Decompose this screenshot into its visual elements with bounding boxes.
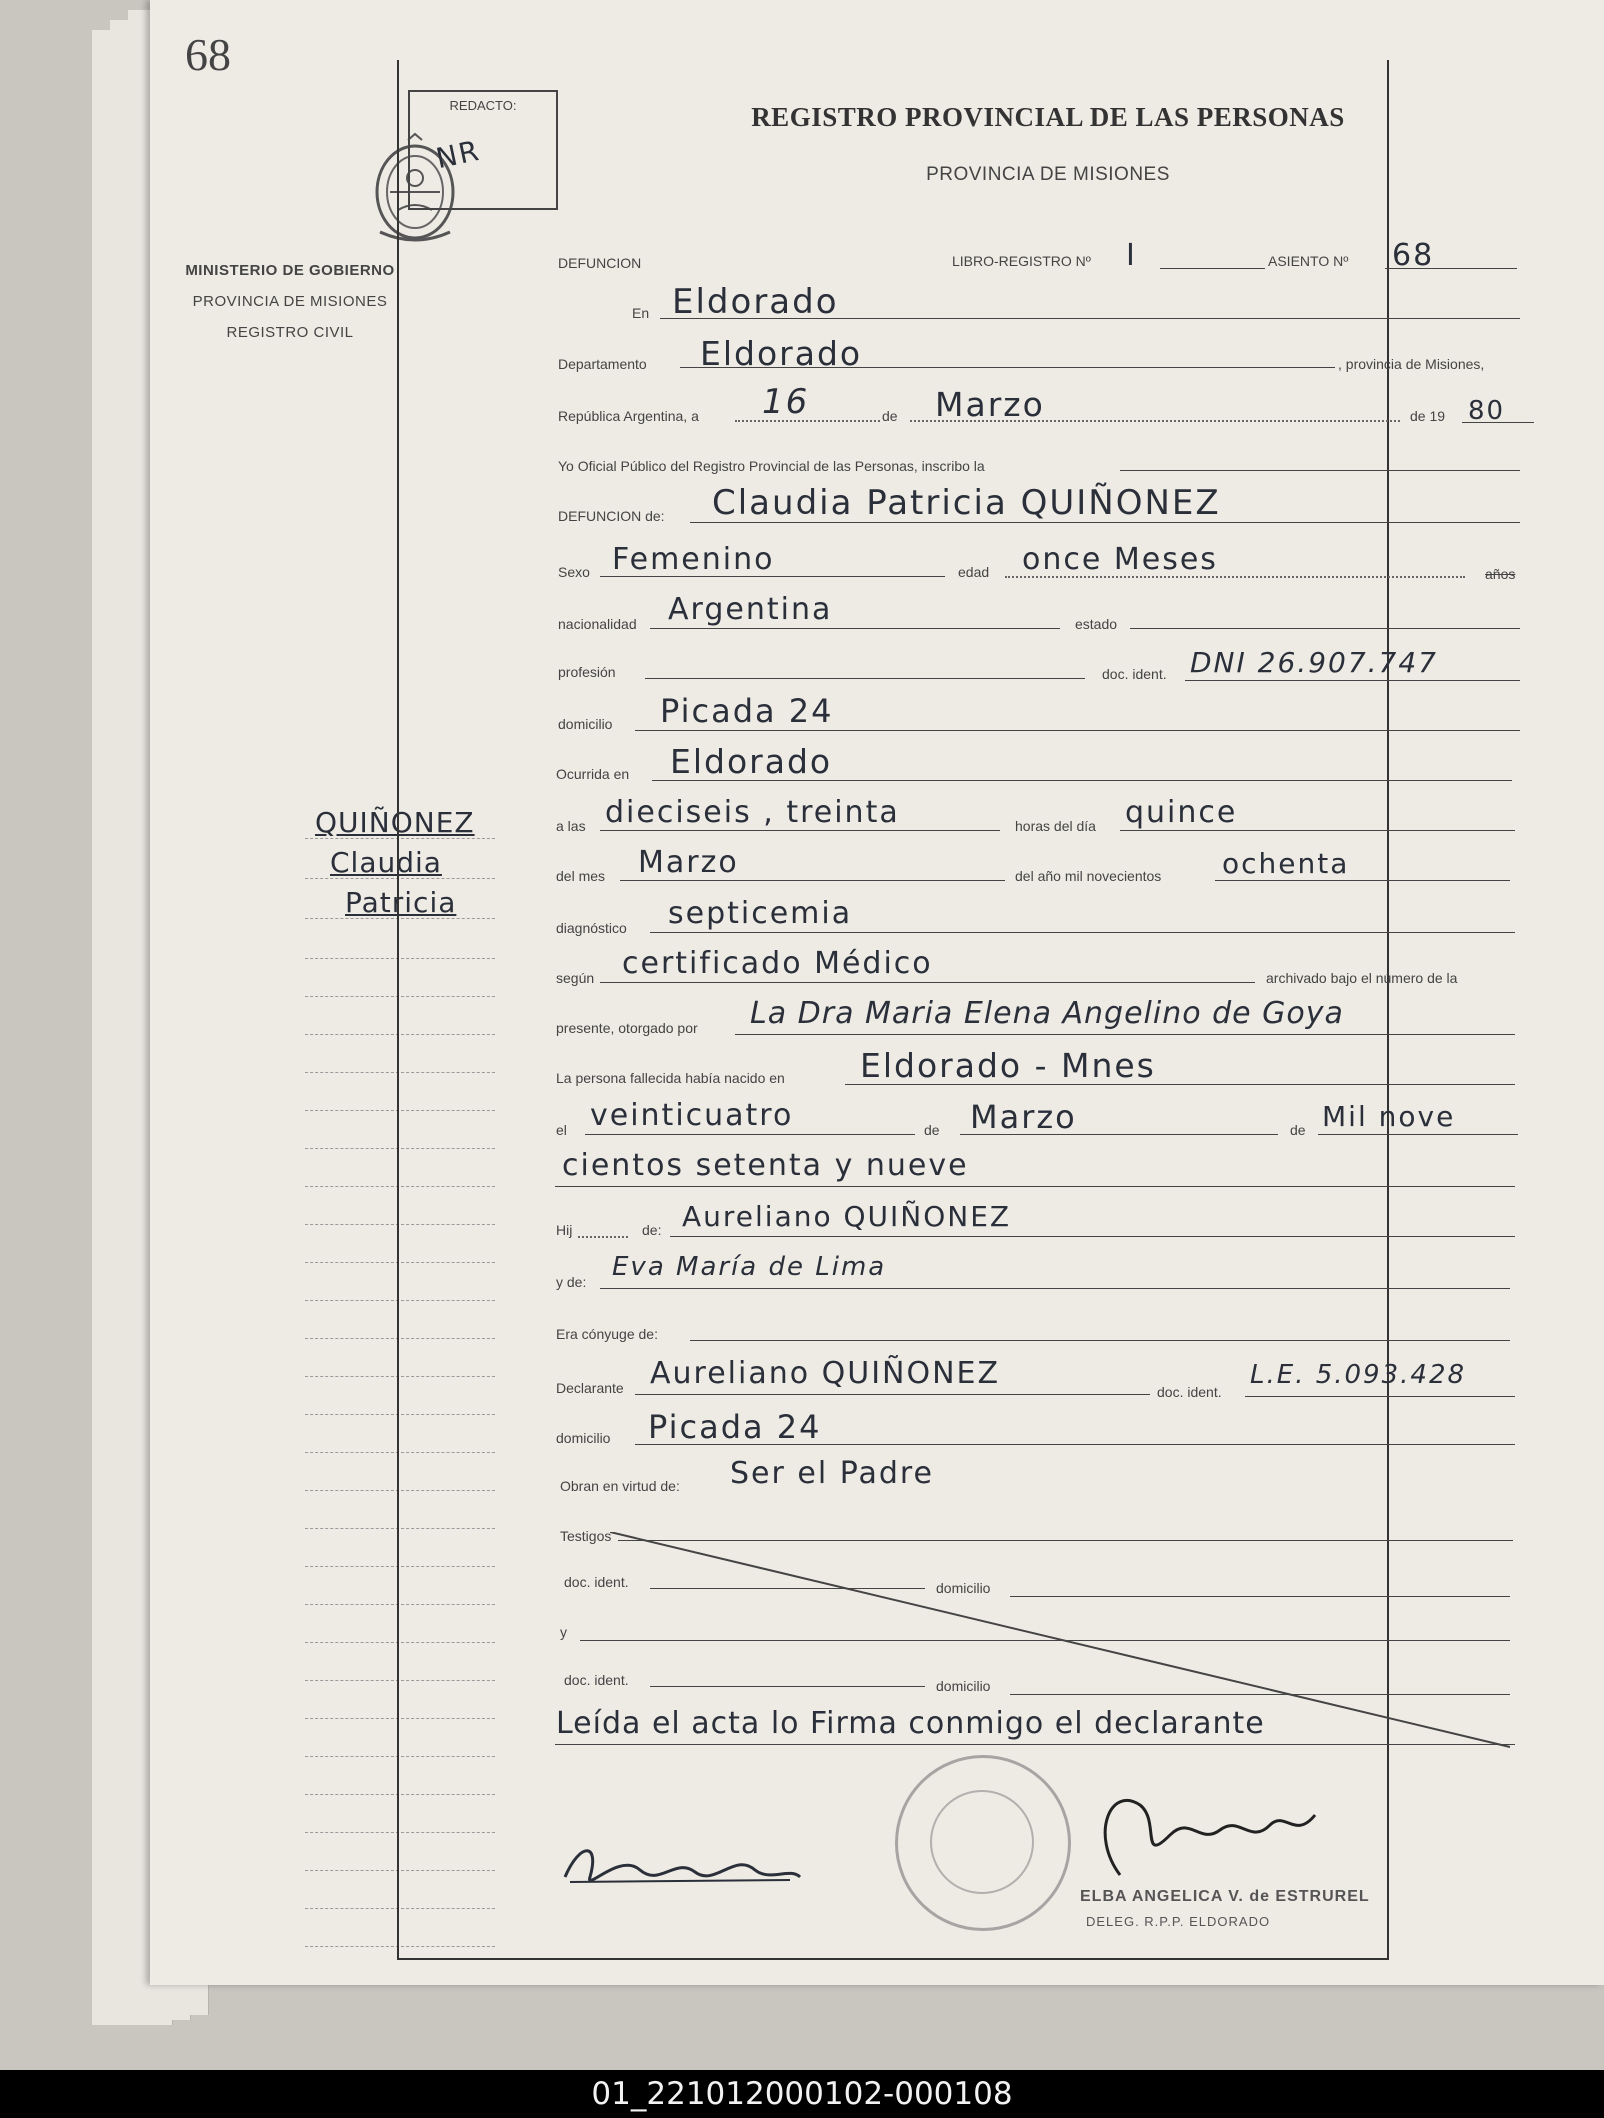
testigo-y-label: y [560,1624,567,1640]
dia-texto-value: quince [1125,795,1238,830]
margin-note-surname: QUIÑONEZ [315,806,475,839]
declarante-doc-value: L.E. 5.093.428 [1250,1360,1467,1390]
asiento-label: ASIENTO Nº [1268,253,1349,269]
otorgado-value: La Dra Maria Elena Angelino de Goya [750,996,1344,1031]
nacionalidad-value: Argentina [668,592,833,627]
de-label-3: de [1290,1122,1306,1138]
official-name-stamp: ELBA ANGELICA V. de ESTRUREL [1080,1888,1370,1905]
margin-note-name2: Patricia [345,886,457,919]
doc-ident-value: DNI 26.907.747 [1190,646,1438,679]
registry-subtitle: PROVINCIA DE MISIONES [926,164,1170,185]
nac-ano-value-2: cientos setenta y nueve [562,1148,969,1183]
nacido-value: Eldorado - Mnes [860,1046,1156,1085]
presente-label: presente, otorgado por [556,1020,698,1036]
defuncion-de-label: DEFUNCION de: [558,508,665,524]
nacionalidad-label: nacionalidad [558,616,637,632]
edad-label: edad [958,564,990,580]
file-id-caption: 01_221012000102-000108 [0,2070,1604,2118]
declarante-domicilio-label: domicilio [556,1430,611,1446]
republica-label: República Argentina, a [558,408,699,424]
diagnostico-label: diagnóstico [556,920,627,936]
obran-value: Ser el Padre [730,1456,934,1491]
de-colon-label: de: [642,1222,662,1238]
domicilio-value: Picada 24 [660,692,834,730]
y-de-label: y de: [556,1274,587,1290]
sexo-value: Femenino [612,542,775,577]
hora-value: dieciseis , treinta [605,795,900,830]
domicilio-label: domicilio [558,716,613,732]
registry-title: REGISTRO PROVINCIAL DE LAS PERSONAS [751,102,1345,132]
horas-label: horas del día [1015,818,1096,834]
year-value: 80 [1468,396,1506,426]
edad-value: once Meses [1022,542,1218,577]
departamento-label: Departamento [558,356,647,372]
declarante-domicilio-value: Picada 24 [648,1408,822,1446]
padre-value: Aureliano QUIÑONEZ [682,1200,1012,1233]
declarant-signature-icon [560,1832,810,1902]
nac-ano-value-1: Mil nove [1322,1100,1456,1133]
declarante-value: Aureliano QUIÑONEZ [650,1356,1001,1391]
testigo1-doc-label: doc. ident. [564,1574,629,1590]
libro-label: LIBRO-REGISTRO Nº [952,253,1091,269]
ano-texto-value: ochenta [1222,847,1350,880]
page-number: 68 [185,29,231,80]
archivado-label: archivado bajo el número de la [1266,970,1458,986]
ministry-line: MINISTERIO DE GOBIERNO [185,262,395,279]
de-label-2: de [924,1122,940,1138]
anos-label: años [1485,566,1516,582]
conyuge-label: Era cónyuge de: [556,1326,658,1342]
inscribo-label: Yo Oficial Público del Registro Provincial de las Personas, inscribo la [558,458,985,474]
segun-label: según [556,970,595,986]
declarante-label: Declarante [556,1380,624,1396]
ocurrida-value: Eldorado [670,742,833,781]
redacto-label: REDACTO: [449,98,517,113]
del-mes-label: del mes [556,868,606,884]
official-signature-icon [1080,1775,1340,1885]
de-label: de [882,408,898,424]
nac-mes-value: Marzo [970,1098,1077,1136]
profesion-label: profesión [558,664,616,680]
ocurrida-label: Ocurrida en [556,766,630,782]
month-value: Marzo [935,385,1045,424]
declarante-doc-label: doc. ident. [1157,1384,1222,1400]
ministry-block [150,262,430,355]
certificado-value: certificado Médico [622,946,933,981]
el-label: el [556,1122,567,1138]
mes2-value: Marzo [638,845,739,880]
nacido-label: La persona fallecida había nacido en [556,1070,785,1086]
nac-dia-value: veinticuatro [590,1098,794,1133]
estado-label: estado [1075,616,1118,632]
testigos-label: Testigos [560,1528,612,1544]
year-prefix-label: de 19 [1410,408,1446,424]
diagnostico-value: septicemia [668,896,853,931]
province-line: PROVINCIA DE MISIONES [192,293,388,310]
testigo2-doc-label: doc. ident. [564,1672,629,1688]
redacto-initials: NR [433,133,484,176]
madre-value: Eva María de Lima [612,1252,887,1282]
day-value: 16 [762,382,810,422]
libro-value: I [1126,238,1137,273]
doc-ident-label: doc. ident. [1102,666,1167,682]
margin-note-name1: Claudia [330,846,442,879]
del-ano-label: del año mil novecientos [1015,868,1162,884]
departamento-value: Eldorado [700,334,863,373]
deceased-name-value: Claudia Patricia QUIÑONEZ [712,483,1221,523]
asiento-value: 68 [1392,238,1435,273]
a-las-label: a las [556,818,586,834]
testigo2-domicilio-label: domicilio [936,1678,991,1694]
hij-label: Hij [556,1222,573,1238]
cierre-text: Leída el acta lo Firma conmigo el declarante [556,1706,1265,1741]
en-label: En [632,305,650,321]
registry-line: REGISTRO CIVIL [226,324,354,341]
provincia-label: , provincia de Misiones, [1338,356,1485,372]
sexo-label: Sexo [558,564,590,580]
defuncion-label: DEFUNCION [558,255,642,271]
obran-label: Obran en virtud de: [560,1478,680,1494]
testigo1-domicilio-label: domicilio [936,1580,991,1596]
redacto-box [408,90,558,210]
official-role-stamp: DELEG. R.P.P. ELDORADO [1086,1914,1271,1929]
en-value: Eldorado [672,282,839,322]
official-seal-inner-icon [930,1790,1034,1894]
